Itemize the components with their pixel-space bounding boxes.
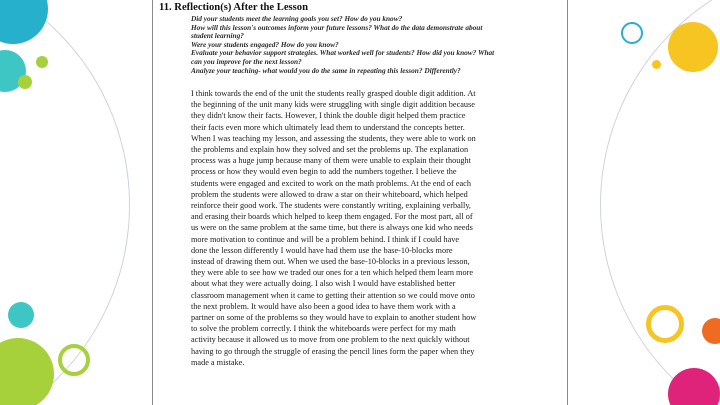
lime-ring-decoration — [58, 344, 90, 376]
answer-line: more motivation to continue and will be a problem behind. I think if I could have — [191, 234, 460, 244]
answer-line: and erasing their boards which helped to keep them engaged. For the most part, all of — [191, 212, 473, 222]
prompt-line: student learning? — [191, 31, 244, 41]
answer-line: activity because it allowed us to move from one problem to the next quickly without — [191, 335, 470, 345]
answer-line: process or how they would even begin to add the numbers together. I believe the — [191, 167, 457, 177]
answer-line: I think towards the end of the unit the students really grasped double digit addition. At — [191, 89, 476, 98]
answer-line: the problems and explain how they solved and set the problems up. The explanation — [191, 145, 469, 155]
answer-line: us were on the same problem at the same time, but there is always one kid who needs — [191, 223, 473, 233]
lime-small-dot-decoration — [18, 75, 32, 89]
answer-line: their facts even more which ultimately lead them to understand the concepts better. — [191, 122, 465, 132]
answer-line: they didn't know their facts. However, I think the double digit helped them practice — [191, 111, 466, 121]
yellow-ring-decoration — [646, 305, 684, 343]
answer-line: about what they were actually doing. I also wish I would have established better — [191, 279, 456, 289]
prompt-line: Analyze your teaching- what would you do the same in repeating this lesson? Differently? — [191, 65, 461, 75]
teal-bottom-circle-decoration — [8, 302, 34, 328]
lime-dot-decoration — [36, 56, 48, 68]
answer-line: classroom management when it came to getting their attention so we could move onto — [191, 290, 475, 300]
answer-line: When I was teaching my lesson, and assessing the students, they were able to work on — [191, 133, 476, 143]
cyan-ring-decoration — [621, 22, 643, 44]
prompt-line: can you improve for the next lesson? — [191, 56, 302, 66]
yellow-circle-decoration — [668, 22, 718, 72]
answer-line: the beginning of the unit many kids were struggling with single digit addition because — [191, 100, 475, 110]
prompt-line: Did your students meet the learning goals you set? How do you know? — [191, 14, 403, 23]
answer-line: done the lesson differently I would have had them use the base-10-blocks more — [191, 245, 453, 255]
answer-line: students were engaged and excited to work on the math problems. At the end of each — [191, 178, 471, 188]
answer-line: process was a huge jump because many of them were unable to explain their thought — [191, 156, 471, 166]
reflection-document — [152, 0, 568, 405]
prompt-line: Evaluate your behavior support strategies. What worked well for students? How did you know? What — [191, 48, 495, 58]
prompt-line: Were your students engaged? How do you know? — [191, 39, 339, 49]
answer-line: instead of drawing them out. When we used the base-10-blocks in a previous lesson, — [191, 257, 470, 267]
yellow-small-dot-decoration — [652, 60, 661, 69]
reflection-prompts — [191, 15, 563, 75]
section-title: 11. Reflection(s) After the Lesson — [159, 2, 308, 13]
reflection-answer — [191, 88, 563, 368]
answer-line: the next problem. It would have also been a good idea to have them work with a — [191, 301, 456, 311]
answer-line: to solve the problem correctly. I think the whiteboards were perfect for my math — [191, 324, 456, 334]
answer-line: they were able to see how we traded our ones for a ten which helped them learn more — [191, 268, 473, 278]
answer-line: reinforce their good work. The students were constantly writing, explaining verbally, — [191, 201, 471, 211]
answer-line: having to go through the struggle of erasing the pencil lines form the paper when they — [191, 346, 475, 356]
answer-line: made a mistake. — [191, 357, 245, 367]
prompt-line: How will this lesson's outcomes inform your future lessons? What do the data demonstrate about — [191, 22, 483, 32]
answer-line: partner on some of the problems so they would have to explain to another student how — [191, 313, 477, 323]
answer-line: problem the students were allowed to draw a star on their whiteboard, which helped — [191, 189, 468, 199]
